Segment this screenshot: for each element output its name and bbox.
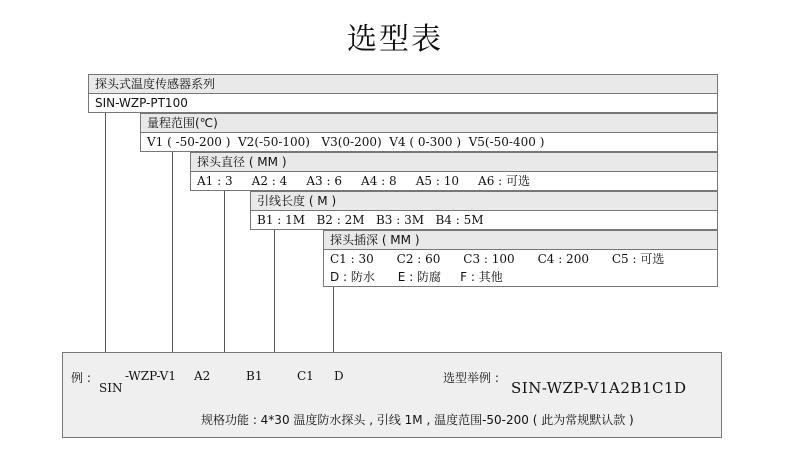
example-label: 例 : <box>71 371 91 385</box>
depth-options-line-2: D : 防水 E : 防腐 F : 其他 <box>330 270 503 284</box>
range-options-row <box>140 132 718 152</box>
example-prefix: SIN <box>99 381 123 395</box>
selection-example-label: 选型举例 : <box>443 371 499 385</box>
diameter-options: A1 : 3 A2 : 4 A3 : 6 A4 : 8 A5 : 10 A6 : 可选 <box>197 174 531 188</box>
example-code-part: -WZP-V1 <box>125 369 176 383</box>
connector-line-range <box>172 152 173 352</box>
depth-label: 探头插深 ( MM ) <box>330 233 420 247</box>
product-category-header <box>88 74 718 94</box>
selection-example-code: SIN-WZP-V1A2B1C1D <box>511 379 687 397</box>
range-header <box>140 113 718 133</box>
lead-options-row <box>250 210 718 230</box>
product-model: SIN-WZP-PT100 <box>95 96 188 110</box>
diameter-header <box>190 152 718 172</box>
example-box <box>62 352 722 438</box>
range-label: 量程范围(℃) <box>147 116 218 130</box>
spec-description: 规格功能 : 4*30 温度防水探头 , 引线 1M , 温度范围-50-200 ( 此为常规默认款 ) <box>201 413 634 427</box>
depth-header <box>323 230 718 250</box>
example-code-part: B1 <box>246 369 263 383</box>
lead-header <box>250 191 718 211</box>
diameter-options-row <box>190 171 718 191</box>
range-options: V1 ( -50-200 ) V2(-50-100) V3(0-200) V4 ( 0-300 ) V5(-50-400 ) <box>147 135 545 149</box>
example-code-part: A2 <box>194 369 211 383</box>
depth-options-row <box>323 249 718 287</box>
connector-line-diameter <box>224 191 225 352</box>
connector-line-model <box>105 113 106 352</box>
diameter-label: 探头直径 ( MM ) <box>197 155 287 169</box>
connector-line-lead <box>274 230 275 352</box>
lead-options: B1 : 1M B2 : 2M B3 : 3M B4 : 5M <box>257 213 484 227</box>
connector-line-depth <box>333 287 334 352</box>
example-code-part: D <box>334 369 344 383</box>
product-category-label: 探头式温度传感器系列 <box>95 77 216 91</box>
depth-options-line-1: C1 : 30 C2 : 60 C3 : 100 C4 : 200 C5 : 可选 <box>330 252 665 266</box>
page-title: 选型表 <box>347 22 443 57</box>
product-model-row <box>88 93 718 113</box>
lead-label: 引线长度 ( M ) <box>257 194 337 208</box>
example-code-part: C1 <box>297 369 314 383</box>
